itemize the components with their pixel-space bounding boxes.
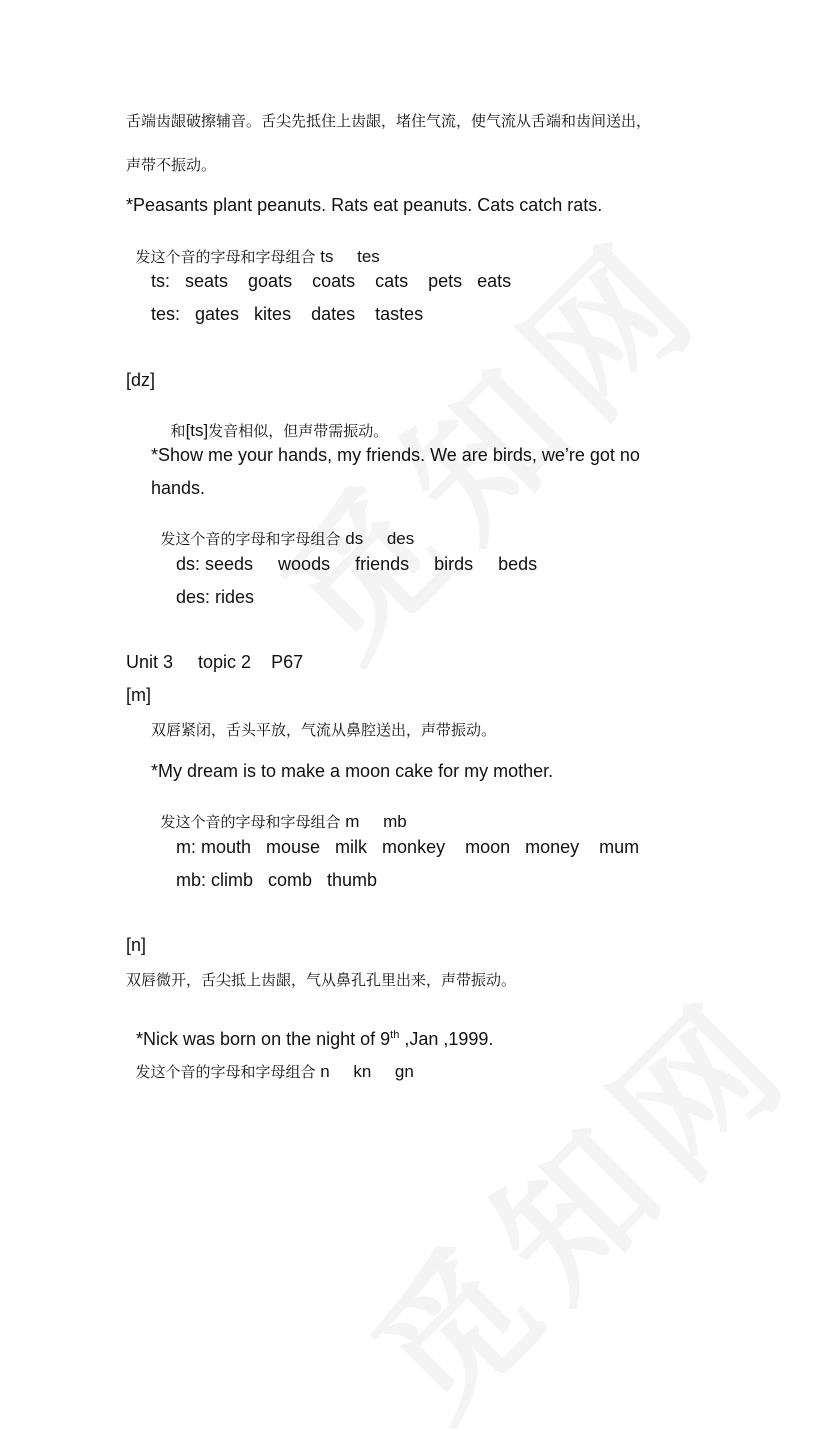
dz-description-ref: [ts] (185, 421, 209, 440)
m-word-list: m: mouth mouse milk monkey moon money mum (176, 837, 640, 857)
unit-heading: Unit 3 topic 2 P67 (126, 652, 304, 672)
ts-letter-combos (126, 233, 380, 265)
ts-description: 舌端齿龈破擦辅音。舌尖先抵住上齿龈，堵住气流，使气流从舌端和齿间送出， (126, 112, 652, 130)
n-letter-combos-label: 发这个音的字母和字母组合 (135, 1063, 316, 1081)
ts-letter-combos-values: ts tes (315, 247, 380, 266)
n-description: 双唇微开，舌尖抵上齿龈，气从鼻孔孔里出来，声带振动。 (126, 971, 517, 989)
dz-description-prefix: 和 (170, 422, 186, 440)
m-letter-combos (151, 798, 407, 830)
mb-word-list: mb: climb comb thumb (176, 870, 378, 890)
des-word-list: des: rides (176, 587, 255, 607)
ds-word-list: ds: seeds woods friends birds beds (176, 554, 538, 574)
ts-letter-combos-label: 发这个音的字母和字母组合 (135, 248, 316, 266)
ts-example-sentence: *Peasants plant peanuts. Rats eat peanuts. Cats catch rats. (126, 195, 603, 215)
dz-heading: [dz] (126, 370, 156, 390)
ts-word-list: ts: seats goats coats cats pets eats (151, 271, 512, 291)
m-description: 双唇紧闭，舌头平放，气流从鼻腔送出，声带振动。 (151, 721, 497, 739)
dz-letter-combos-label: 发这个音的字母和字母组合 (160, 530, 341, 548)
dz-letter-combos (151, 515, 414, 547)
m-letter-combos-values: m mb (340, 812, 407, 831)
tes-word-list: tes: gates kites dates tastes (151, 304, 424, 324)
dz-letter-combos-values: ds des (340, 529, 415, 548)
n-example-superscript: th (390, 1029, 400, 1041)
dz-example-sentence-cont: hands. (151, 478, 206, 498)
n-example-main: *Nick was born on the night of 9 (136, 1029, 391, 1049)
m-letter-combos-label: 发这个音的字母和字母组合 (160, 813, 341, 831)
n-letter-combos-values: n kn gn (315, 1062, 414, 1081)
m-heading: [m] (126, 685, 151, 705)
n-example-sentence (126, 1012, 493, 1048)
n-heading: [n] (126, 935, 147, 955)
n-letter-combos (126, 1048, 414, 1080)
dz-description-text: 发音相似，但声带需振动。 (208, 422, 389, 440)
m-example-sentence: *My dream is to make a moon cake for my mother. (151, 761, 554, 781)
n-example-tail: ,Jan ,1999. (399, 1029, 494, 1049)
dz-description (161, 407, 388, 439)
ts-description-cont: 声带不振动。 (126, 156, 217, 174)
dz-example-sentence: *Show me your hands, my friends. We are birds, we’re got no (151, 445, 640, 465)
